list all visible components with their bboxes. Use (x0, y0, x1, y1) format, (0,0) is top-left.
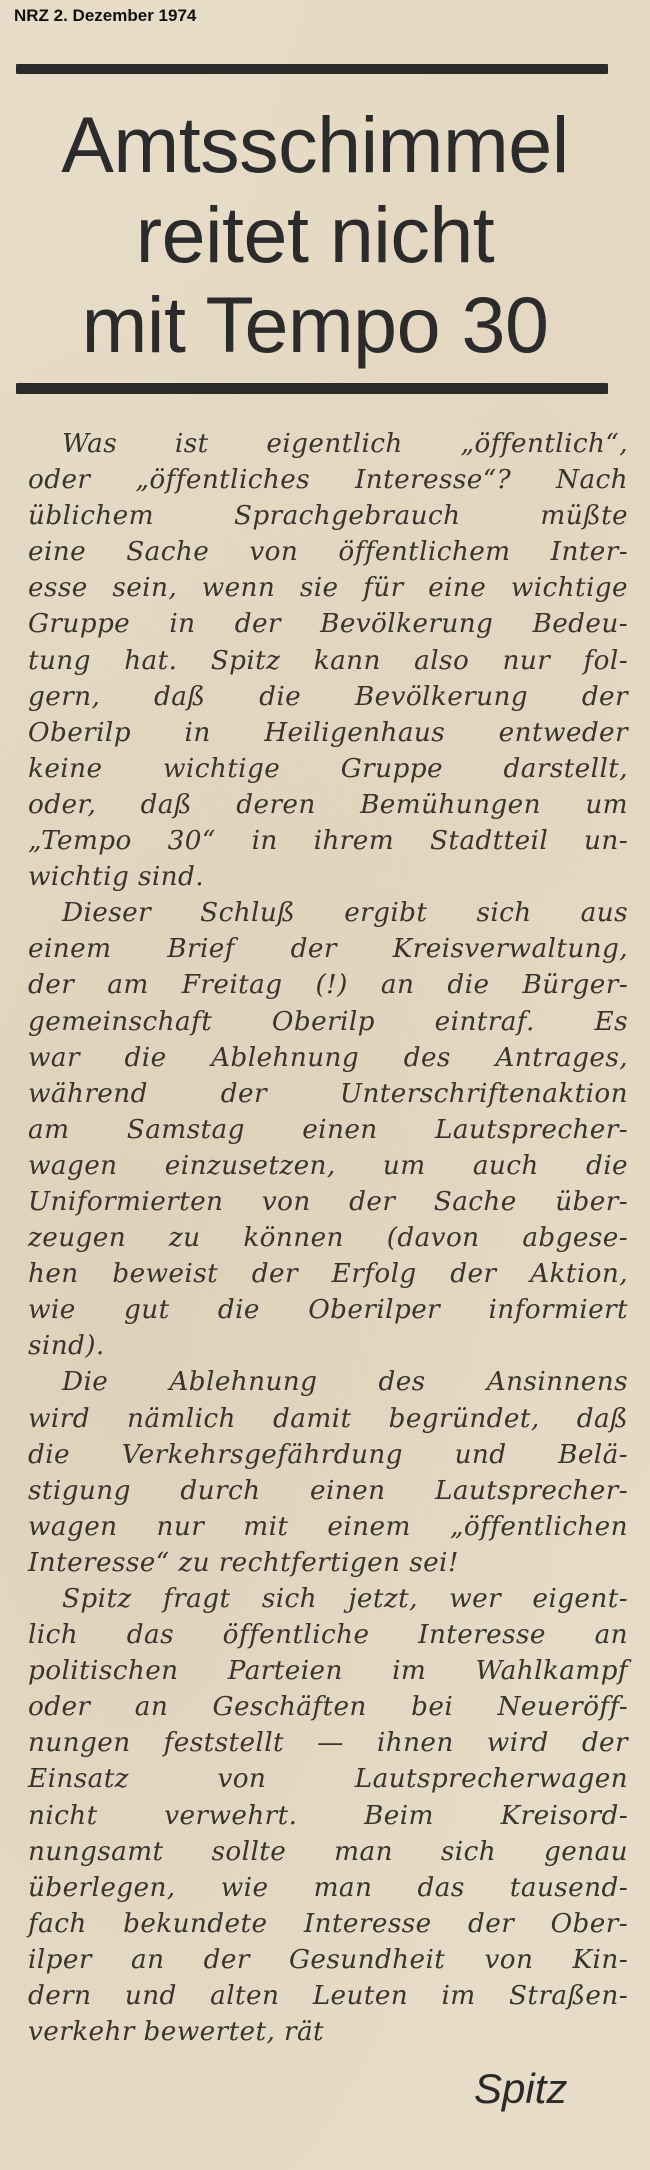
article-line: politischen Parteien im Wahlkampf (28, 1656, 628, 1687)
bottom-rule (16, 383, 608, 394)
article-line: Dieser Schluß ergibt sich aus (62, 898, 628, 929)
author-signature: Spitz (474, 2065, 568, 2112)
article-line: Interesse“ zu rechtfertigen sei! (28, 1547, 459, 1578)
article-line: esse sein, wenn sie für eine wichtige (28, 573, 628, 604)
article-line: Was ist eigentlich „öffentlich“, (62, 429, 628, 459)
top-rule (16, 64, 608, 74)
headline-line: reitet nicht (135, 190, 495, 279)
article-line: ilper an der Gesundheit von Kin- (28, 1944, 628, 1975)
article-line: Gruppe in der Bevölkerung Bedeu- (28, 609, 628, 640)
article-line: sind). (28, 1331, 105, 1362)
article-line: gern, daß die Bevölkerung der (28, 681, 628, 712)
article-line: Uniformierten von der Sache über- (28, 1186, 628, 1217)
article-line: wagen nur mit einem „öffentlichen (28, 1511, 628, 1542)
article-line: wichtig sind. (28, 862, 204, 893)
article-line: hen beweist der Erfolg der Aktion, (28, 1259, 628, 1290)
article-line: tung hat. Spitz kann also nur fol- (28, 645, 628, 676)
article-line: lich das öffentliche Interesse an (28, 1620, 628, 1651)
article-line: nungen feststellt — ihnen wird der (28, 1728, 628, 1759)
article-line: Einsatz von Lautsprecherwagen (28, 1764, 628, 1795)
article-line: oder an Geschäften bei Neueröff- (28, 1692, 628, 1723)
article-line: üblichem Sprachgebrauch müßte (28, 501, 628, 532)
article-line: war die Ablehnung des Antrages, (28, 1042, 628, 1073)
article-line: verkehr bewertet, rät (28, 2017, 325, 2048)
article-line: eine Sache von öffentlichem Inter- (28, 537, 628, 568)
article-line: wagen einzusetzen, um auch die (28, 1150, 628, 1181)
article-line: nungsamt sollte man sich genau (28, 1836, 628, 1867)
article-line: „Tempo 30“ in ihrem Stadtteil un- (28, 826, 628, 857)
article-line: oder, daß deren Bemühungen um (28, 789, 628, 820)
article-line: einem Brief der Kreisverwaltung, (28, 934, 628, 965)
article-line: der am Freitag (!) an die Bürger- (28, 970, 628, 1001)
headline-line: mit Tempo 30 (81, 280, 549, 369)
article-line: nicht verwehrt. Beim Kreisord- (28, 1800, 628, 1831)
article-line: Oberilp in Heiligenhaus entweder (28, 717, 628, 748)
article-line: stigung durch einen Lautsprecher- (28, 1475, 628, 1506)
article-line: gemeinschaft Oberilp eintraf. Es (28, 1006, 628, 1037)
article-line: wie gut die Oberilper informiert (28, 1295, 628, 1326)
article-line: Spitz fragt sich jetzt, wer eigent- (62, 1584, 628, 1614)
article-line: keine wichtige Gruppe darstellt, (28, 753, 628, 784)
article-line: Die Ablehnung des Ansinnens (62, 1367, 628, 1398)
article-line: oder „öffentliches Interesse“? Nach (28, 465, 628, 496)
article-body (28, 426, 628, 2050)
article-line: während der Unterschriftenaktion (28, 1078, 628, 1109)
article-line: die Verkehrsgefährdung und Belä- (28, 1439, 628, 1470)
source-line: NRZ 2. Dezember 1974 (14, 6, 197, 25)
article-line: wird nämlich damit begründet, daß (28, 1403, 628, 1434)
article-line: dern und alten Leuten im Straßen- (28, 1981, 628, 2012)
headline (0, 100, 630, 370)
article-line: fach bekundete Interesse der Ober- (28, 1908, 628, 1939)
article-line: zeugen zu können (davon abgese- (28, 1223, 628, 1254)
article-line: am Samstag einen Lautsprecher- (28, 1114, 628, 1145)
article-line: überlegen, wie man das tausend- (28, 1872, 628, 1903)
headline-line: Amtsschimmel (61, 100, 569, 189)
